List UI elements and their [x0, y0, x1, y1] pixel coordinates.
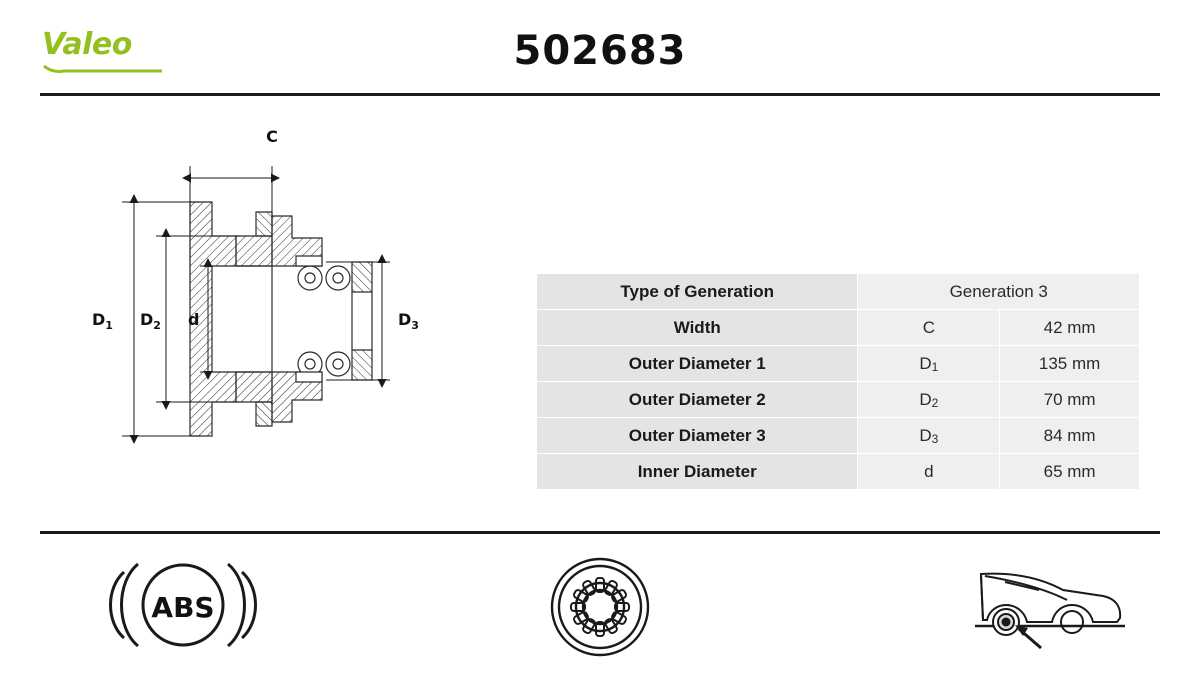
dim-label-d: d: [188, 310, 200, 329]
dim-label-d2: $D_2$: [140, 310, 161, 332]
abs-icon: [108, 550, 258, 660]
table-row: [537, 382, 1140, 418]
page-header: [0, 0, 1200, 96]
row-value: Generation 3: [858, 274, 1140, 310]
row-symbol: D2: [858, 382, 1000, 418]
dim-label-d3: $D_3$: [398, 310, 419, 332]
feature-icons: [0, 534, 1200, 675]
row-symbol: D3: [858, 418, 1000, 454]
row-label: Outer Diameter 3: [537, 418, 858, 454]
car-position-icon: [975, 556, 1125, 656]
row-symbol: d: [858, 454, 1000, 490]
abs-brackets-icon: [108, 550, 258, 660]
roller-bearing-icon: [545, 552, 655, 662]
dim-label-c: C: [266, 127, 278, 146]
page-title: 502683: [513, 28, 687, 74]
row-symbol: C: [858, 310, 1000, 346]
row-symbol: D1: [858, 346, 1000, 382]
row-value: 84 mm: [1000, 418, 1140, 454]
hub-cross-section-svg: [60, 116, 500, 516]
row-value: 70 mm: [1000, 382, 1140, 418]
row-label: Outer Diameter 2: [537, 382, 858, 418]
row-value: 42 mm: [1000, 310, 1140, 346]
table-row: [537, 310, 1140, 346]
abs-text: ABS: [151, 591, 215, 624]
table-row: [537, 346, 1140, 382]
dim-label-d1: $D_1$: [92, 310, 113, 332]
main-content: [0, 96, 1200, 531]
table-row: [537, 274, 1140, 310]
row-label: Type of Generation: [537, 274, 858, 310]
row-value: 135 mm: [1000, 346, 1140, 382]
specification-table: [536, 273, 1140, 490]
row-value: 65 mm: [1000, 454, 1140, 490]
brand-name: Valeo: [42, 27, 132, 62]
row-label: Width: [537, 310, 858, 346]
bearing-icon: [545, 552, 655, 662]
wheel-hub-drawing: [60, 116, 500, 516]
table-row: [537, 454, 1140, 490]
row-label: Outer Diameter 1: [537, 346, 858, 382]
table-row: [537, 418, 1140, 454]
arrow-icon: [1015, 625, 1041, 648]
car-rear-wheel-icon: [975, 556, 1125, 656]
row-label: Inner Diameter: [537, 454, 858, 490]
